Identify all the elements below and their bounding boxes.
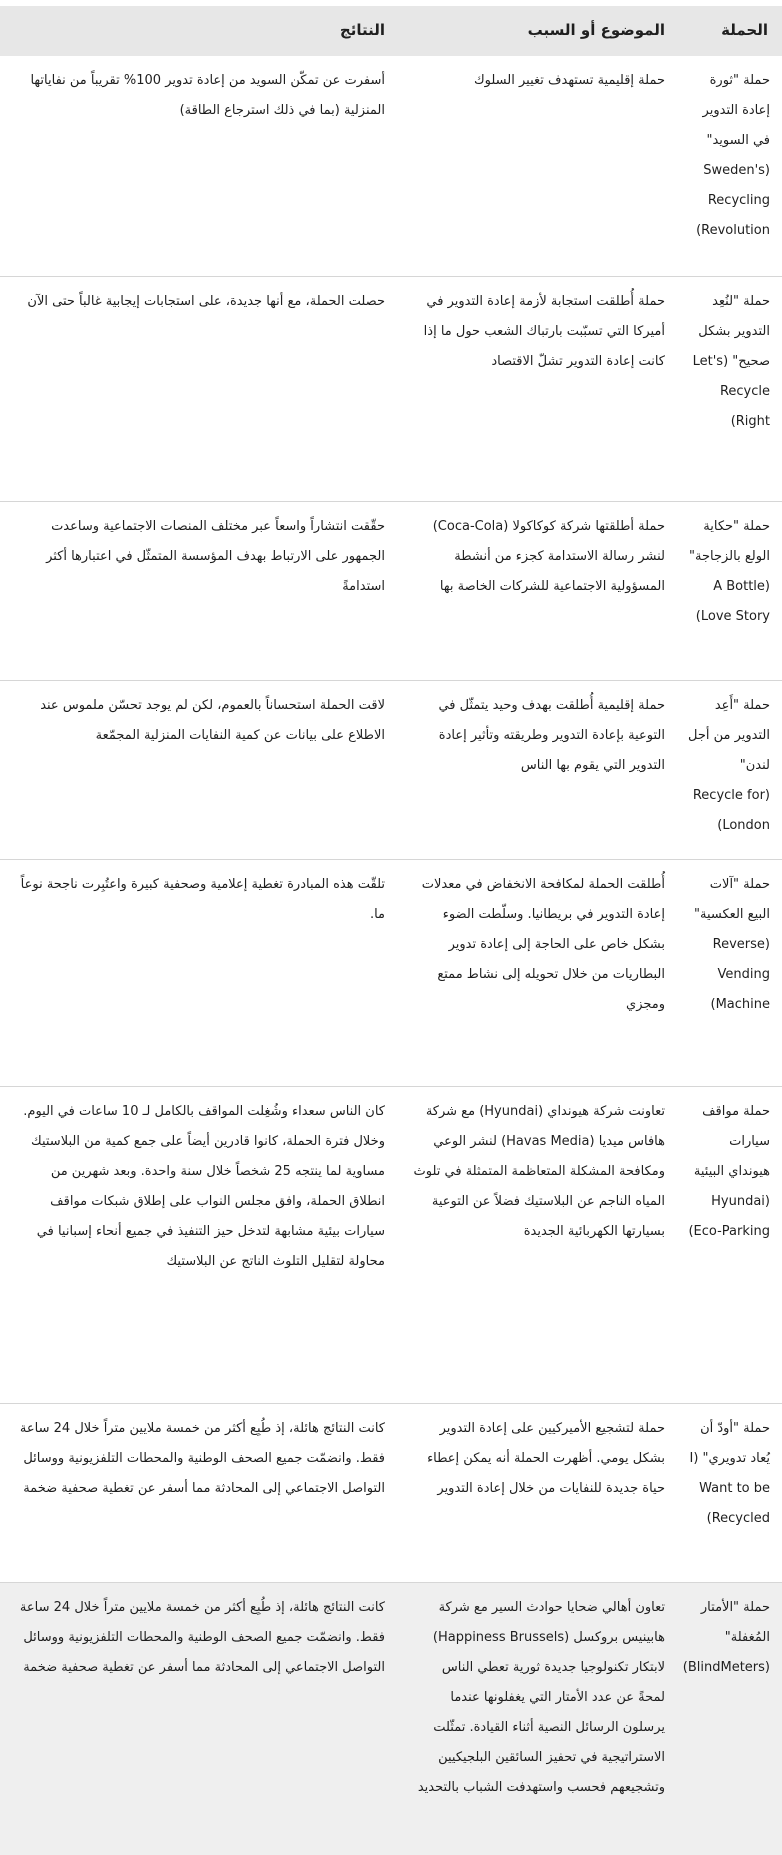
campaign-name-cell: حملة مواقف سيارات هيونداي البيئية (Hyundai Eco-Parking) <box>679 1087 782 1404</box>
campaign-name-cell: حملة "لنُعِد التدوير بشكل صحيح" (Let's Recycle Right) <box>679 277 782 502</box>
campaign-name-cell: حملة "الأمتار المُغفلة" (BlindMeters) <box>679 1583 782 1855</box>
topic-cell: تعاون أهالي ضحايا حوادث السير مع شركة هابينيس بروكسل (Happiness Brussels) لابتكار تكنولوجيا جديدة ثورية تعطي الناس لمحةً عن عدد الأمتار التي يغفلونها عندما يرسلون الرسائل النصية أثناء القيادة. تمثّلت الاستراتيجية في تحفيز السائقين البلجيكيين وتشجيعهم فحسب واستهدفت الشباب بالتحديد <box>399 1583 679 1855</box>
topic-cell: حملة إقليمية أُطلقت بهدف وحيد يتمثّل في التوعية بإعادة التدوير وطريقته وتأثير إعادة التدوير التي يقوم بها الناس <box>399 681 679 860</box>
topic-cell: حملة إقليمية تستهدف تغيير السلوك <box>399 56 679 277</box>
header-topic: الموضوع أو السبب <box>399 6 679 56</box>
results-cell: حقّقت انتشاراً واسعاً عبر مختلف المنصات الاجتماعية وساعدت الجمهور على الارتباط بهدف المؤسسة المتمثّل في اعتبارها أكثر استدامةً <box>0 502 399 681</box>
recycling-campaigns-table <box>0 6 782 1855</box>
campaign-name-cell: حملة "أَعِد التدوير من أجل لندن" (Recycle for London) <box>679 681 782 860</box>
topic-cell: حملة أُطلقت استجابة لأزمة إعادة التدوير في أميركا التي تسبّبت بارتباك الشعب حول ما إذا كانت إعادة التدوير تشلّ الاقتصاد <box>399 277 679 502</box>
table-row <box>0 1583 782 1855</box>
header-results: النتائج <box>0 6 399 56</box>
results-cell: لاقت الحملة استحساناً بالعموم، لكن لم يوجد تحسّن ملموس عند الاطلاع على بيانات عن كمية النفايات المنزلية المجمّعة <box>0 681 399 860</box>
results-cell: تلقّت هذه المبادرة تغطية إعلامية وصحفية كبيرة واعتُبِرت ناجحة نوعاً ما. <box>0 860 399 1087</box>
campaign-name-cell: حملة "ثورة إعادة التدوير في السويد" (Sweden's Recycling Revolution) <box>679 56 782 277</box>
table-row <box>0 502 782 681</box>
table-row <box>0 860 782 1087</box>
table-row <box>0 277 782 502</box>
results-cell: حصلت الحملة، مع أنها جديدة، على استجابات إيجابية غالباً حتى الآن <box>0 277 399 502</box>
table-body <box>0 56 782 1855</box>
campaign-name-cell: حملة "آلات البيع العكسية" (Reverse Vending Machine) <box>679 860 782 1087</box>
table-row <box>0 681 782 860</box>
campaign-name-cell: حملة "أودّ أن يُعاد تدويري" (I Want to be Recycled) <box>679 1404 782 1583</box>
results-cell: كانت النتائج هائلة، إذ طُبِع أكثر من خمسة ملايين متراً خلال 24 ساعة فقط. وانضمّت جميع الصحف الوطنية والمحطات التلفزيونية ووسائل التواصل الاجتماعي إلى المحادثة مما أسفر عن تغطية صحفية ضخمة <box>0 1583 399 1855</box>
header-campaign: الحملة <box>679 6 782 56</box>
topic-cell: حملة لتشجيع الأميركيين على إعادة التدوير بشكل يومي. أظهرت الحملة أنه يمكن إعطاء حياة جديدة للنفايات من خلال إعادة التدوير <box>399 1404 679 1583</box>
campaign-name-cell: حملة "حكاية الولع بالزجاجة" (A Bottle Love Story) <box>679 502 782 681</box>
header-row <box>0 6 782 56</box>
results-cell: أسفرت عن تمكّن السويد من إعادة تدوير 100% تقريباً من نفاياتها المنزلية (بما في ذلك استرجاع الطاقة) <box>0 56 399 277</box>
topic-cell: تعاونت شركة هيونداي (Hyundai) مع شركة هافاس ميديا (Havas Media) لنشر الوعي ومكافحة المشكلة المتعاظمة المتمثلة في تلوث المياه الناجم عن البلاستيك فضلاً عن التوعية بسيارتها الكهربائية الجديدة <box>399 1087 679 1404</box>
topic-cell: حملة أطلقتها شركة كوكاكولا (Coca-Cola) لنشر رسالة الاستدامة كجزء من أنشطة المسؤولية الاجتماعية للشركات الخاصة بها <box>399 502 679 681</box>
table-row <box>0 1404 782 1583</box>
table-header <box>0 6 782 56</box>
results-cell: كان الناس سعداء وشُغِلت المواقف بالكامل لـ 10 ساعات في اليوم. وخلال فترة الحملة، كانوا قادرين أيضاً على جمع كمية من البلاستيك مساوية لما ينتجه 25 شخصاً خلال سنة واحدة. وبعد شهرين من انطلاق الحملة، وافق مجلس النواب على إطلاق شبكات مواقف سيارات بيئية مشابهة لتدخل حيز التنفيذ في جميع أنحاء إسبانيا في محاولة لتقليل التلوث الناتج عن البلاستيك <box>0 1087 399 1404</box>
results-cell: كانت النتائج هائلة، إذ طُبِع أكثر من خمسة ملايين متراً خلال 24 ساعة فقط. وانضمّت جميع الصحف الوطنية والمحطات التلفزيونية ووسائل التواصل الاجتماعي إلى المحادثة مما أسفر عن تغطية صحفية ضخمة <box>0 1404 399 1583</box>
table-row <box>0 1087 782 1404</box>
table-row <box>0 56 782 277</box>
topic-cell: أُطلقت الحملة لمكافحة الانخفاض في معدلات إعادة التدوير في بريطانيا. وسلّطت الضوء بشكل خاص على الحاجة إلى إعادة تدوير البطاريات من خلال تحويله إلى نشاط ممتع ومجزي <box>399 860 679 1087</box>
